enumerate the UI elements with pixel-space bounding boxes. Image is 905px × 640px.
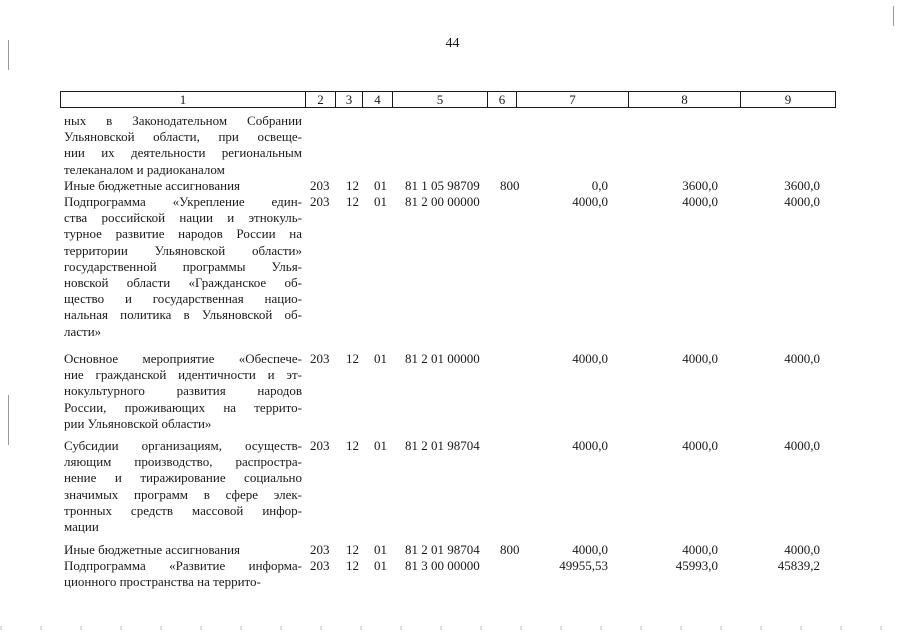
page-number: 44 [445, 36, 460, 51]
table-row [0, 194, 905, 351]
desc-line: Иные бюджетные ассигнования [64, 542, 241, 557]
cell-col-8: 3600,0 [682, 178, 718, 193]
desc-line: Основное мероприятие «Обеспече- [64, 351, 302, 366]
desc-line: мации [64, 519, 99, 535]
desc-line: ляющим производство, распростра- [64, 454, 302, 470]
cell-col-9: 4000,0 [784, 194, 820, 209]
table-row [0, 542, 905, 558]
header-col-3: 3 [335, 92, 362, 107]
table-row [0, 351, 905, 438]
desc-line: Подпрограмма «Развитие информа- [64, 558, 302, 573]
scan-edge-mark [8, 40, 9, 70]
table-header [60, 91, 836, 108]
cell-col-3: 12 [346, 558, 359, 573]
cell-col-4: 01 [374, 438, 387, 453]
desc-line: Подпрограмма «Укрепление един- [64, 194, 302, 209]
cell-col-2: 203 [310, 351, 330, 366]
cell-col-8: 4000,0 [682, 542, 718, 557]
table-row [0, 113, 905, 178]
desc-line: государственной программы Улья- [64, 258, 302, 274]
desc-line: новской области «Гражданское об- [64, 275, 302, 291]
cell-col-2: 203 [310, 542, 330, 557]
cell-col-9: 45839,2 [777, 558, 820, 573]
cell-col-7: 49955,53 [559, 558, 608, 573]
table-row [0, 438, 905, 542]
header-col-9: 9 [740, 92, 835, 107]
cell-col-4: 01 [374, 558, 387, 573]
cell-col-4: 01 [374, 178, 387, 193]
desc-line: Субсидии организациям, осуществ- [64, 438, 302, 453]
cell-col-7: 0,0 [591, 178, 608, 193]
cell-col-2: 203 [310, 438, 330, 453]
cell-col-7: 4000,0 [572, 194, 608, 209]
desc-line: нии их деятельности региональным [64, 145, 302, 161]
header-col-6: 6 [487, 92, 516, 107]
cell-col-5: 81 3 00 00000 [405, 558, 480, 573]
row-description [64, 438, 302, 535]
scan-edge-mark [8, 395, 9, 445]
row-description [64, 194, 302, 340]
desc-line: ства российской нации и этнокуль- [64, 210, 302, 226]
cell-col-8: 4000,0 [682, 351, 718, 366]
cell-col-9: 4000,0 [784, 438, 820, 453]
desc-line: ласти» [64, 323, 102, 339]
cell-col-2: 203 [310, 178, 330, 193]
row-description [64, 351, 302, 432]
desc-line: нение и тиражирование социально [64, 470, 302, 486]
cell-col-5: 81 2 01 00000 [405, 351, 480, 366]
table-row [0, 558, 905, 592]
header-col-2: 2 [305, 92, 335, 107]
desc-line: значимых программ в сфере элек- [64, 486, 302, 502]
desc-line: Иные бюджетные ассигнования [64, 178, 241, 193]
desc-line: ционного пространства на террито- [64, 574, 261, 590]
cell-col-9: 3600,0 [784, 178, 820, 193]
cell-col-5: 81 2 00 00000 [405, 194, 480, 209]
header-col-5: 5 [392, 92, 487, 107]
cell-col-8: 4000,0 [682, 194, 718, 209]
desc-line: щество и государственная нацио- [64, 291, 302, 307]
cell-col-7: 4000,0 [572, 438, 608, 453]
desc-line: ных в Законодательном Собрании [64, 113, 302, 128]
row-description [64, 113, 302, 178]
desc-line: тронных средств массовой инфор- [64, 502, 302, 518]
scan-bottom-noise [0, 626, 905, 630]
cell-col-4: 01 [374, 542, 387, 557]
desc-line: рии Ульяновской области» [64, 415, 212, 431]
cell-col-3: 12 [346, 542, 359, 557]
row-description [64, 558, 302, 590]
cell-col-3: 12 [346, 438, 359, 453]
cell-col-6: 800 [500, 178, 520, 193]
cell-col-8: 45993,0 [675, 558, 718, 573]
cell-col-3: 12 [346, 178, 359, 193]
cell-col-9: 4000,0 [784, 351, 820, 366]
header-col-7: 7 [516, 92, 628, 107]
cell-col-3: 12 [346, 194, 359, 209]
header-col-8: 8 [628, 92, 740, 107]
table-body [0, 113, 905, 592]
cell-col-7: 4000,0 [572, 351, 608, 366]
desc-line: России, проживающих на террито- [64, 399, 302, 415]
cell-col-8: 4000,0 [682, 438, 718, 453]
header-col-4: 4 [362, 92, 392, 107]
header-col-1: 1 [179, 92, 187, 107]
cell-col-5: 81 1 05 98709 [405, 178, 480, 193]
cell-col-3: 12 [346, 351, 359, 366]
cell-col-9: 4000,0 [784, 542, 820, 557]
cell-col-4: 01 [374, 351, 387, 366]
cell-col-5: 81 2 01 98704 [405, 438, 480, 453]
desc-line: территории Ульяновской области» [64, 242, 302, 258]
cell-col-7: 4000,0 [572, 542, 608, 557]
desc-line: ние гражданской идентичности и эт- [64, 367, 302, 383]
desc-line: турное развитие народов России на [64, 226, 302, 242]
table-row [0, 178, 905, 194]
cell-col-4: 01 [374, 194, 387, 209]
desc-line: нокультурного развития народов [64, 383, 302, 399]
desc-line: телеканалом и радиоканалом [64, 161, 225, 177]
cell-col-5: 81 2 01 98704 [405, 542, 480, 557]
scan-edge-mark [893, 6, 894, 26]
cell-col-2: 203 [310, 558, 330, 573]
row-description [64, 542, 302, 558]
desc-line: нальная политика в Ульяновской об- [64, 307, 302, 323]
row-description [64, 178, 302, 194]
cell-col-2: 203 [310, 194, 330, 209]
desc-line: Ульяновской области, при освеще- [64, 129, 302, 145]
cell-col-6: 800 [500, 542, 520, 557]
